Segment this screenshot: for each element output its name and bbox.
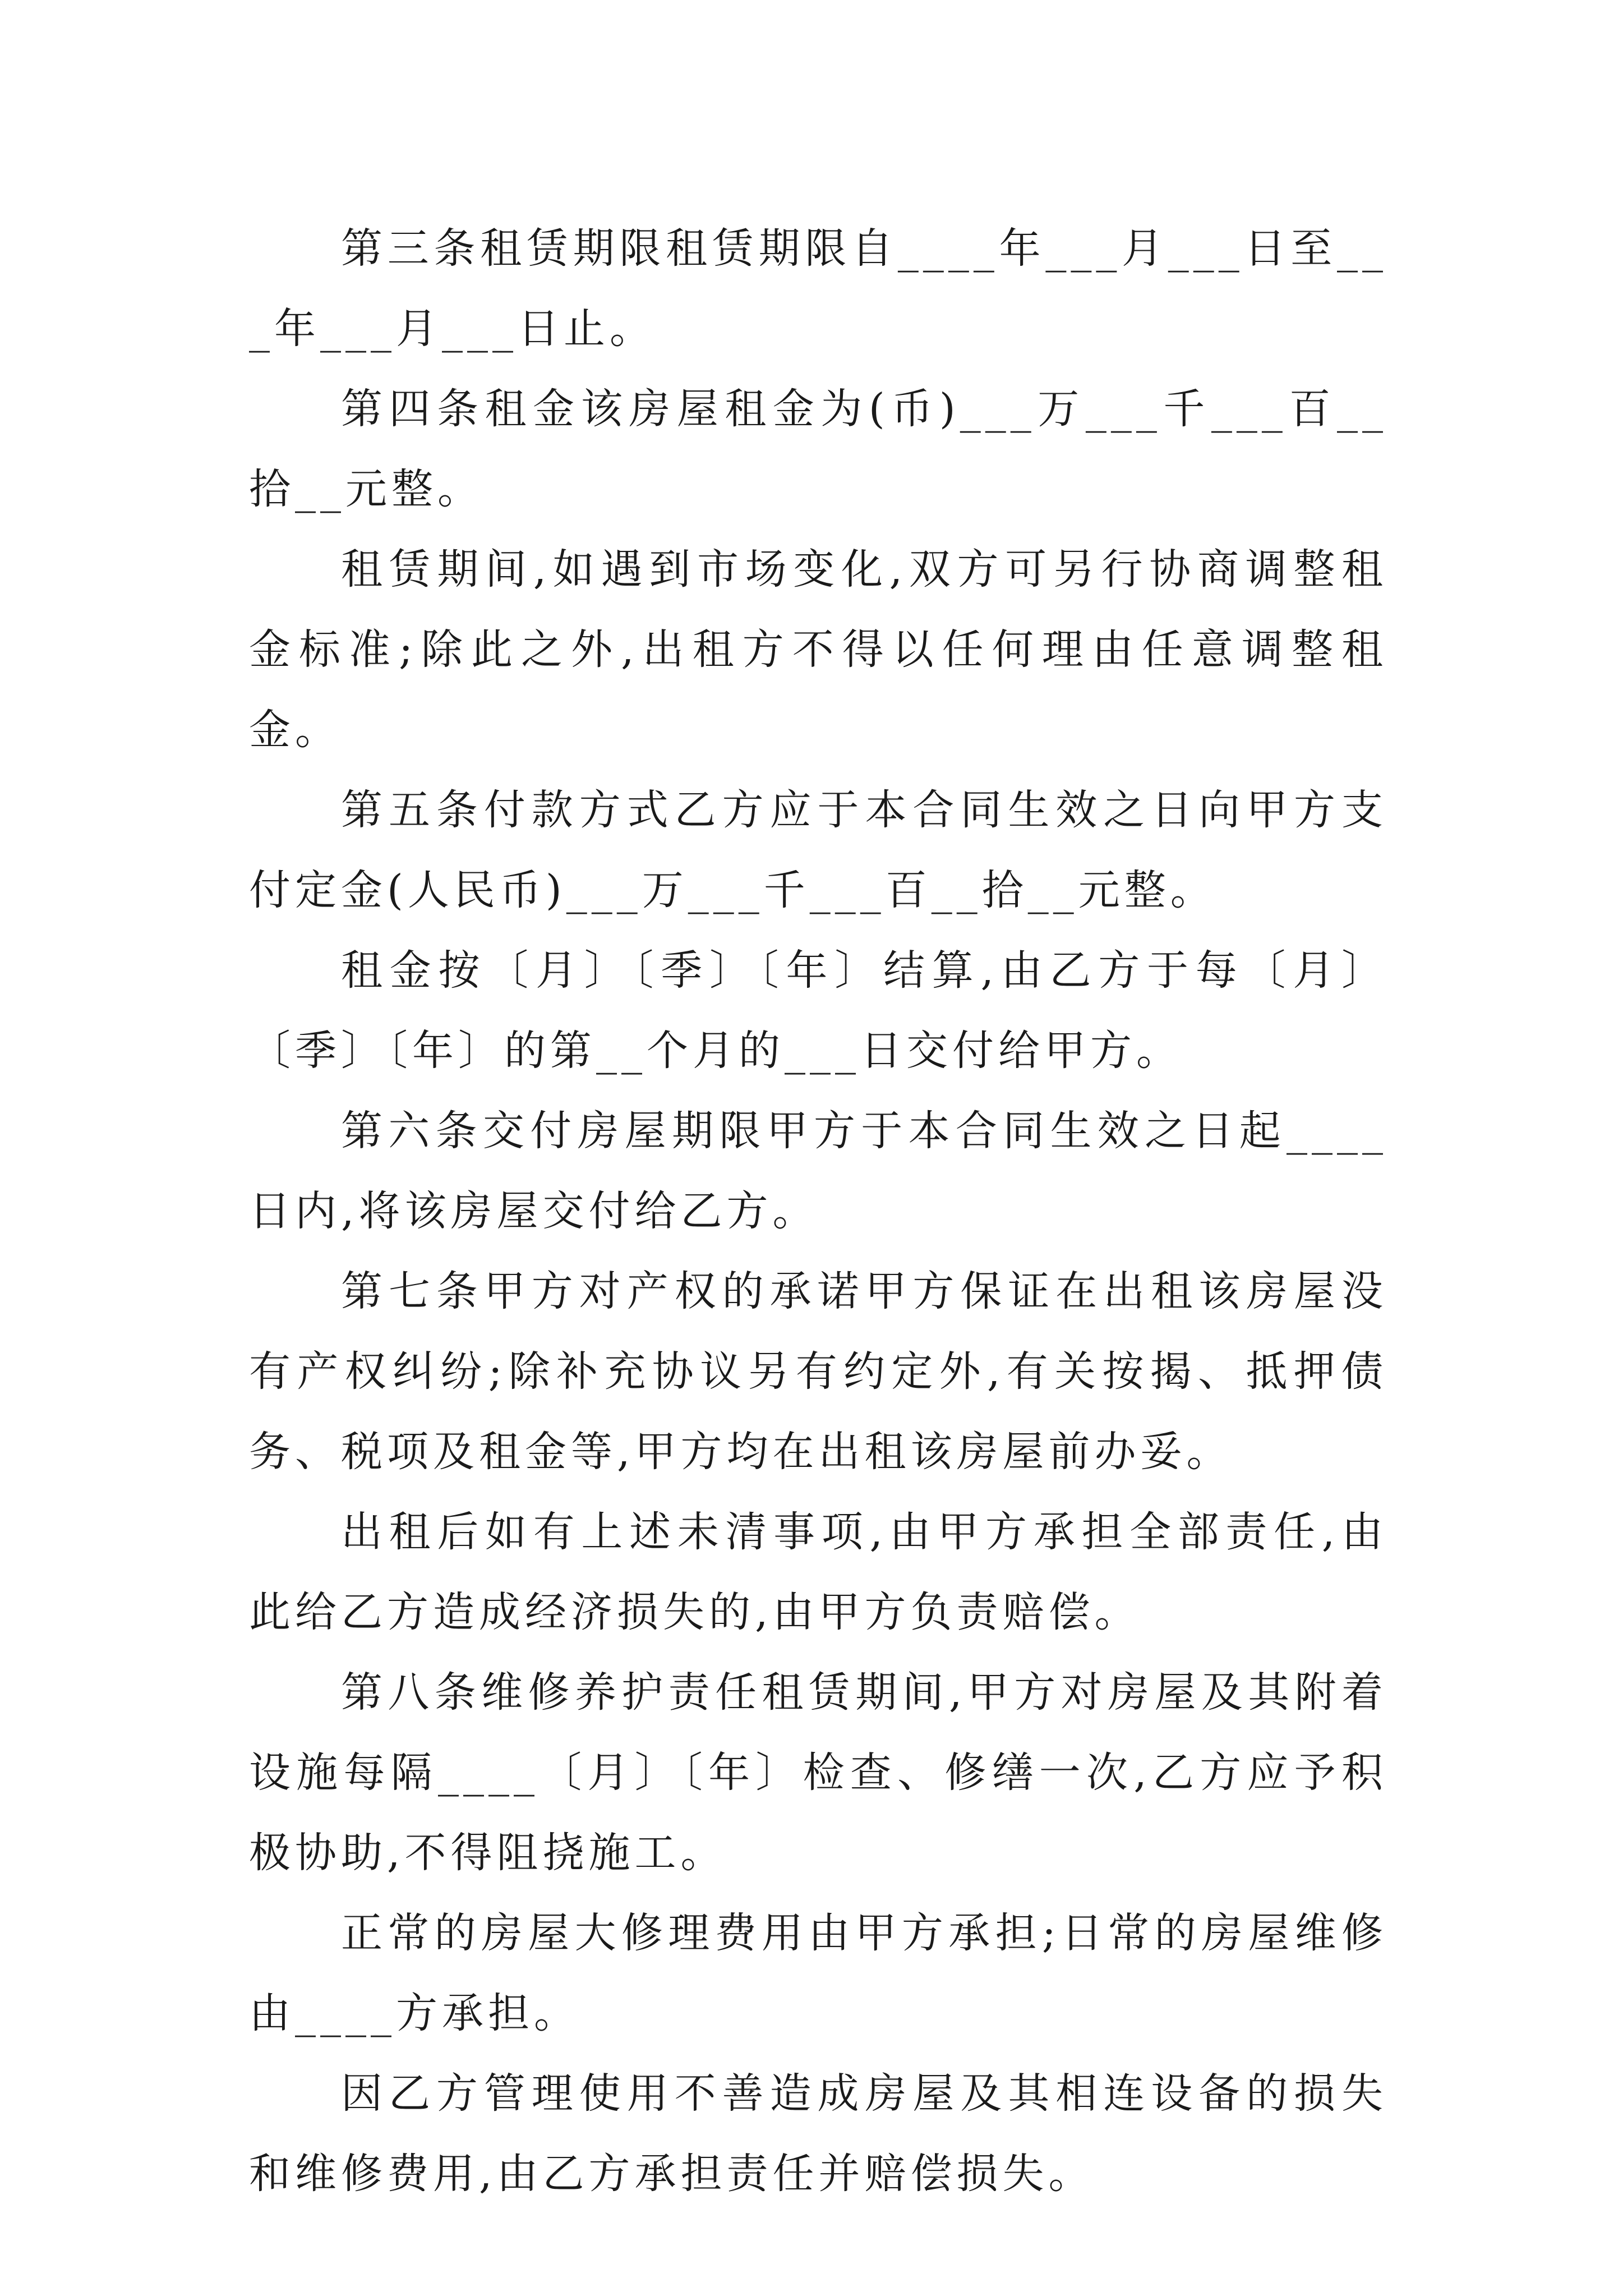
paragraph-rent-settlement: 租金按〔月〕〔季〕〔年〕结算,由乙方于每〔月〕〔季〕〔年〕的第__个月的___日交付给甲方。 xyxy=(249,946,1387,1075)
document-body xyxy=(249,209,1387,2214)
paragraph-maintenance: 第八条维修养护责任租赁期间,甲方对房屋及其附着设施每隔____〔月〕〔年〕检查、修缮一次,乙方应予积极协助,不得阻挠施工。 xyxy=(249,1668,1387,1877)
paragraph-rent-amount: 第四条租金该房屋租金为(币)___万___千___百__拾__元整。 xyxy=(249,385,1387,513)
paragraph-damage-liability: 因乙方管理使用不善造成房屋及其相连设备的损失和维修费用,由乙方承担责任并赔偿损失。 xyxy=(249,2069,1387,2198)
paragraph-delivery-term: 第六条交付房屋期限甲方于本合同生效之日起____日内,将该房屋交付给乙方。 xyxy=(249,1107,1387,1235)
paragraph-payment-method: 第五条付款方式乙方应于本合同生效之日向甲方支付定金(人民币)___万___千___百__拾__元整。 xyxy=(249,786,1387,914)
paragraph-rent-adjustment: 租赁期间,如遇到市场变化,双方可另行协商调整租金标准;除此之外,出租方不得以任何理由任意调整租金。 xyxy=(249,545,1387,754)
paragraph-outstanding-matters: 出租后如有上述未清事项,由甲方承担全部责任,由此给乙方造成经济损失的,由甲方负责赔偿。 xyxy=(249,1508,1387,1636)
paragraph-title-commitment: 第七条甲方对产权的承诺甲方保证在出租该房屋没有产权纠纷;除补充协议另有约定外,有关按揭、抵押债务、税项及租金等,甲方均在出租该房屋前办妥。 xyxy=(249,1267,1387,1476)
paragraph-repair-costs: 正常的房屋大修理费用由甲方承担;日常的房屋维修由____方承担。 xyxy=(249,1909,1387,2037)
paragraph-lease-term: 第三条租赁期限租赁期限自____年___月___日至___年___月___日止。 xyxy=(249,224,1387,353)
